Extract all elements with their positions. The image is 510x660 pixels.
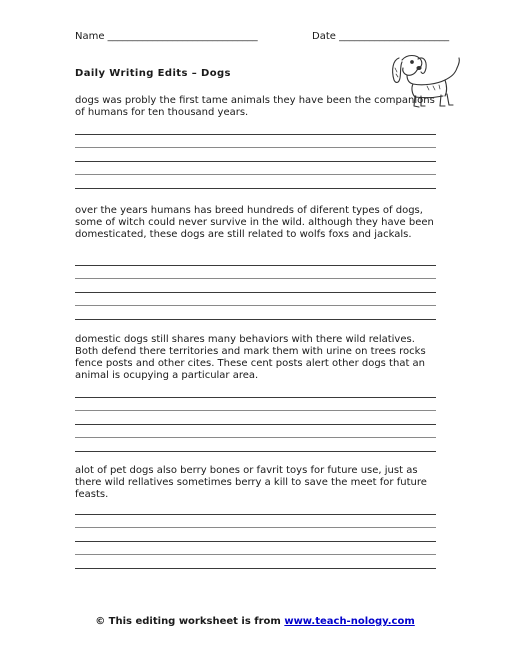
writing-line[interactable] — [75, 411, 436, 425]
answer-lines-1[interactable] — [75, 121, 436, 189]
passage-text: over the years humans has breed hundreds of diferent types of dogs, some of witch could never survive in the wild. although they have been domesticated, these dogs are still related to wolfs foxs and jackals. — [75, 205, 434, 240]
answer-lines-2[interactable] — [75, 252, 436, 320]
writing-line[interactable] — [75, 121, 436, 135]
writing-line[interactable] — [75, 266, 436, 280]
writing-line[interactable] — [75, 175, 436, 189]
writing-line[interactable] — [75, 279, 436, 293]
writing-line[interactable] — [75, 542, 436, 556]
writing-line[interactable] — [75, 398, 436, 412]
writing-line[interactable] — [75, 555, 436, 569]
writing-line[interactable] — [75, 162, 436, 176]
writing-line[interactable] — [75, 252, 436, 266]
worksheet-title: Daily Writing Edits – Dogs — [75, 68, 231, 79]
writing-line[interactable] — [75, 384, 436, 398]
passage-text: alot of pet dogs also berry bones or favrit toys for future use, just as there wild rellatives sometimes berry a kill to save the meet for future feasts. — [75, 465, 427, 500]
footer-prefix: © This editing worksheet is from — [95, 616, 285, 627]
writing-line[interactable] — [75, 293, 436, 307]
teachnology-link[interactable]: www.teach-nology.com — [284, 616, 415, 627]
writing-line[interactable] — [75, 306, 436, 320]
passage-1 — [75, 95, 437, 119]
writing-line[interactable] — [75, 135, 436, 149]
passage-4 — [75, 465, 437, 501]
footer-credit — [0, 616, 510, 627]
answer-lines-3[interactable] — [75, 384, 436, 452]
passage-text: domestic dogs still shares many behaviors with there wild relatives. Both defend there territories and mark them with urine on trees rocks fence posts and other cites. These cent posts alert other dogs that an animal is ocupying a particular area. — [75, 334, 426, 381]
date-field[interactable]: Date ______________________ — [312, 31, 450, 42]
writing-line[interactable] — [75, 425, 436, 439]
writing-line[interactable] — [75, 501, 436, 515]
passage-3 — [75, 334, 437, 382]
writing-line[interactable] — [75, 148, 436, 162]
passage-text: dogs was probly the first tame animals they have been the companions of humans for ten thousand years. — [75, 95, 435, 118]
writing-line[interactable] — [75, 515, 436, 529]
writing-line[interactable] — [75, 528, 436, 542]
answer-lines-4[interactable] — [75, 501, 436, 569]
writing-line[interactable] — [75, 438, 436, 452]
passage-2 — [75, 205, 437, 241]
name-field[interactable]: Name ______________________________ — [75, 31, 258, 42]
